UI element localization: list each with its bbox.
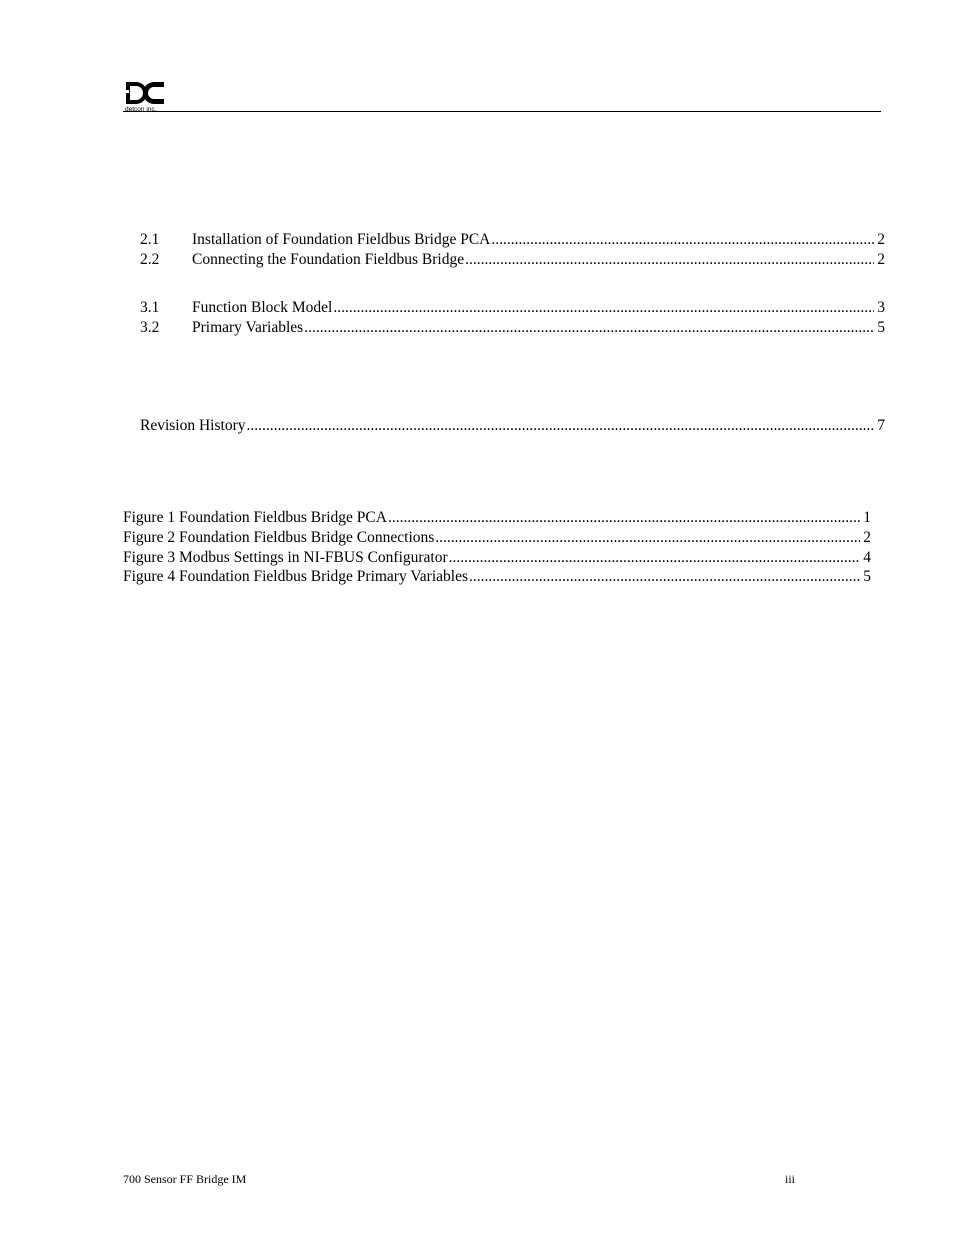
figure-entry[interactable] bbox=[123, 508, 871, 528]
figure-entry[interactable] bbox=[123, 528, 871, 548]
toc-title: Function Block Model bbox=[192, 299, 333, 316]
dot-leader bbox=[491, 230, 874, 250]
dot-leader bbox=[465, 250, 874, 270]
toc-title: Revision History bbox=[140, 417, 246, 434]
dot-leader bbox=[247, 416, 875, 436]
figure-title: Figure 4 Foundation Fieldbus Bridge Primary Variables bbox=[123, 568, 468, 585]
figure-page: 1 bbox=[863, 509, 871, 526]
dot-leader bbox=[388, 508, 860, 528]
toc-entry[interactable] bbox=[140, 250, 885, 270]
toc-entry[interactable] bbox=[140, 318, 885, 338]
dot-leader bbox=[449, 548, 861, 568]
footer-doc-title: 700 Sensor FF Bridge IM bbox=[123, 1172, 247, 1186]
figure-title: Figure 3 Modbus Settings in NI-FBUS Configurator bbox=[123, 549, 448, 566]
toc-entry-revision-history[interactable] bbox=[140, 416, 885, 436]
detcon-logo bbox=[124, 80, 168, 112]
dot-leader bbox=[435, 528, 860, 548]
dot-leader bbox=[333, 298, 874, 318]
figure-entry[interactable] bbox=[123, 548, 871, 568]
figure-entry[interactable] bbox=[123, 567, 871, 587]
toc-number: 3.2 bbox=[140, 319, 160, 336]
toc-page: 5 bbox=[877, 319, 885, 336]
toc-page: 7 bbox=[877, 417, 885, 434]
toc-number: 2.2 bbox=[140, 251, 160, 268]
logo-brand-text: detcon inc. bbox=[125, 106, 157, 112]
toc-number: 3.1 bbox=[140, 299, 160, 316]
dot-leader bbox=[304, 318, 874, 338]
figure-title: Figure 2 Foundation Fieldbus Bridge Connections bbox=[123, 529, 435, 546]
dot-leader bbox=[469, 567, 860, 587]
toc-page: 2 bbox=[877, 231, 885, 248]
header-rule bbox=[123, 111, 881, 112]
toc-page: 3 bbox=[877, 299, 885, 316]
toc-title: Primary Variables bbox=[192, 319, 304, 336]
dc-logo-icon bbox=[124, 82, 164, 104]
toc-title: Connecting the Foundation Fieldbus Bridge bbox=[192, 251, 465, 268]
footer-page-number: iii bbox=[785, 1172, 796, 1186]
figure-page: 2 bbox=[863, 529, 871, 546]
toc-number: 2.1 bbox=[140, 231, 160, 248]
figure-page: 4 bbox=[863, 549, 871, 566]
toc-title: Installation of Foundation Fieldbus Bridge PCA bbox=[192, 231, 491, 248]
figure-title: Figure 1 Foundation Fieldbus Bridge PCA bbox=[123, 509, 387, 526]
toc-entry[interactable] bbox=[140, 230, 885, 250]
toc-page: 2 bbox=[877, 251, 885, 268]
toc-entry[interactable] bbox=[140, 298, 885, 318]
figure-page: 5 bbox=[863, 568, 871, 585]
